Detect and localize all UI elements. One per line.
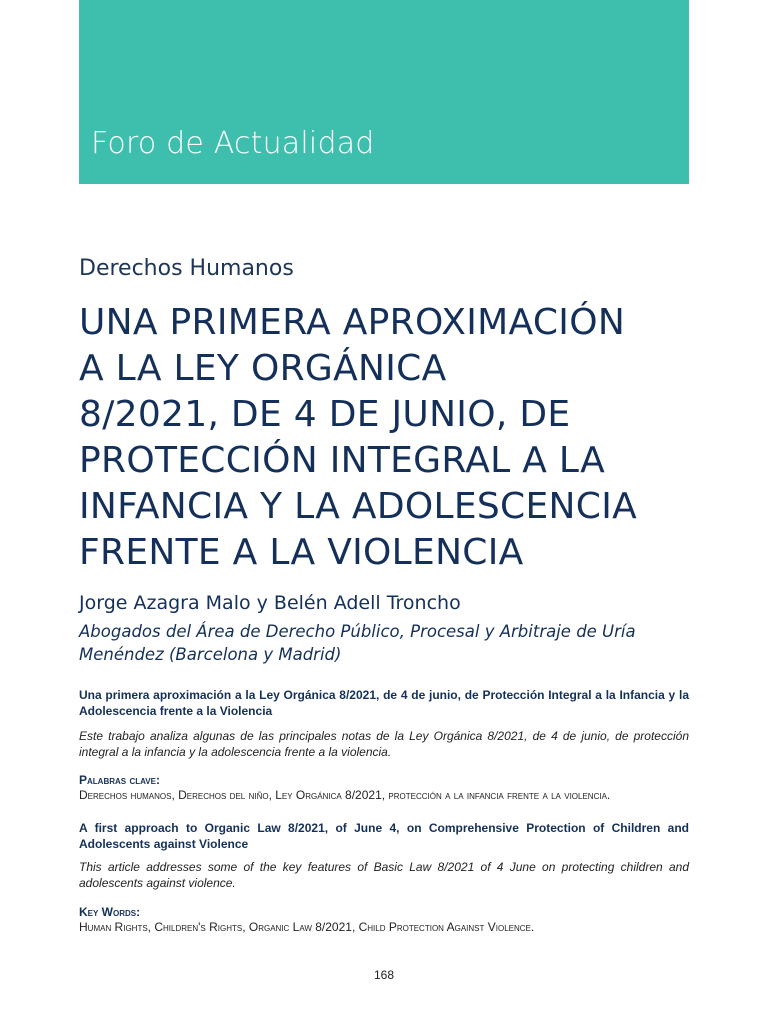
section-banner: [79, 0, 689, 184]
keywords-label-es: Palabras clave:: [79, 773, 160, 787]
title-line: INFANCIA Y LA ADOLESCENCIA: [79, 486, 638, 527]
title-line: 8/2021, DE 4 DE JUNIO, DE: [79, 394, 571, 435]
page-number: 168: [373, 968, 395, 982]
abstract-text-es: Este trabajo analiza algunas de las principales notas de la Ley Orgánica 8/2021, de 4 de junio, de protección integral a la infancia y la adolescencia frente a la violencia.: [79, 729, 689, 759]
keywords-es: Derechos humanos, Derechos del niño, Ley Orgánica 8/2021, protección a la infancia frente a la violencia.: [79, 788, 611, 802]
affiliation: Abogados del Área de Derecho Público, Procesal y Arbitraje de Uría Menéndez (Barcelona y Madrid): [79, 622, 636, 664]
abstract-text-en: This article addresses some of the key features of Basic Law 8/2021 of 4 June on protecting children and adolescents against violence.: [79, 860, 689, 890]
section-heading: Derechos Humanos: [79, 256, 294, 281]
article-title: [79, 300, 699, 576]
keywords-label-en: Key Words:: [79, 905, 141, 919]
title-line: PROTECCIÓN INTEGRAL A LA: [79, 440, 606, 481]
title-line: UNA PRIMERA APROXIMACIÓN: [79, 302, 626, 343]
title-line: FRENTE A LA VIOLENCIA: [79, 532, 524, 573]
banner-title: Foro de Actualidad: [91, 126, 375, 161]
authors: Jorge Azagra Malo y Belén Adell Troncho: [79, 592, 461, 614]
abstract-title-en: A first approach to Organic Law 8/2021, of June 4, on Comprehensive Protection of Children and Adolescents against Violence: [79, 821, 689, 851]
title-line: A LA LEY ORGÁNICA: [79, 348, 447, 389]
keywords-en: Human Rights, Children's Rights, Organic Law 8/2021, Child Protection Against Violence.: [79, 920, 535, 934]
abstract-title-es: Una primera aproximación a la Ley Orgánica 8/2021, de 4 de junio, de Protección Integral a la Infancia y la Adolescencia frente a la Violencia: [79, 688, 689, 718]
